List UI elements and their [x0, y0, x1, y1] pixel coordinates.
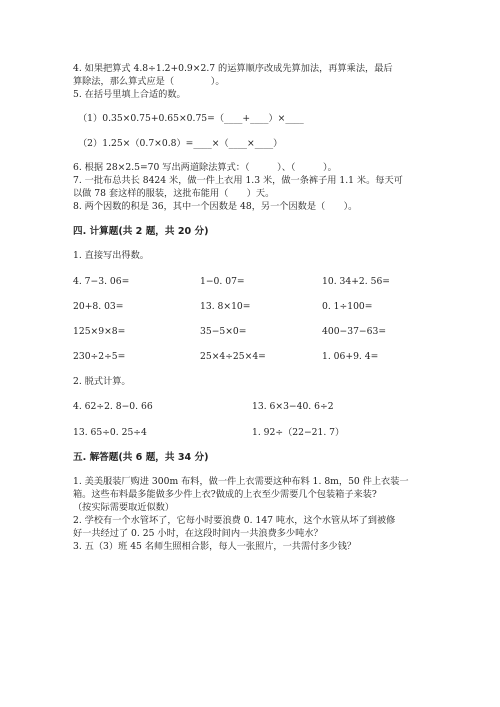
question-5-part-1: （1）0.35×0.75+0.65×0.75=（____+____）×____ [78, 113, 304, 124]
direct-calc-item: 25×4÷25×4= [200, 351, 266, 362]
direct-calc-item: 1. 06+9. 4= [322, 351, 379, 362]
question-8: 8. 两个因数的积是 36，其中一个因数是 48，另一个因数是（ ）。 [73, 201, 358, 212]
problem-2-line-2: 好一共经过了 0. 25 小时，在这段时间内一共浪费多少吨水？ [73, 528, 323, 539]
question-5: 5. 在括号里填上合适的数。 [73, 89, 186, 100]
direct-calc-item: 4. 7−3. 06= [73, 276, 130, 287]
section-5-heading: 五. 解答题(共 6 题，共 34 分) [73, 452, 209, 463]
section-4-sub-2: 2. 脱式计算。 [73, 376, 131, 387]
stepwise-calc-item: 13. 65÷0. 25÷4 [73, 427, 147, 438]
question-6: 6. 根据 28×2.5=70 写出两道除法算式：（ ）、（ ）。 [73, 162, 337, 173]
direct-calc-item: 13. 8×10= [200, 301, 251, 312]
section-4-sub-1: 1. 直接写出得数。 [73, 250, 149, 261]
direct-calc-item: 400−37−63= [322, 326, 387, 337]
stepwise-calc-item: 1. 92÷（22−21. 7） [252, 427, 345, 438]
question-4-line-2: 算除法，那么算式应是（ ）。 [73, 76, 225, 87]
question-7-line-2: 以做 78 套这样的服装，这批布能用（ ）天。 [73, 188, 275, 199]
direct-calc-item: 0. 1÷100= [322, 301, 373, 312]
question-4-line-1: 4. 如果把算式 4.8÷1.2+0.9×2.7 的运算顺序改成先算加法，再算乘法，最后 [73, 63, 393, 74]
problem-1-line-2: 箱。这些布料最多能做多少件上衣?做成的上衣至少需要几个包装箱子来装? [73, 489, 377, 500]
problem-3: 3. 五（3）班 45 名师生照相合影，每人一张照片，一共需付多少钱？ [73, 541, 357, 552]
section-4-heading: 四. 计算题(共 2 题，共 20 分) [73, 226, 209, 237]
direct-calc-item: 230÷2÷5= [73, 351, 126, 362]
problem-1-line-1: 1. 美美服装厂购进 300m 布料，做一件上衣需要这种布料 1. 8m，50 件上衣装一 [73, 476, 409, 487]
problem-1-line-3: （按实际需要取近似数） [73, 502, 175, 513]
direct-calc-item: 1−0. 07= [200, 276, 245, 287]
question-5-part-2: （2）1.25×（0.7×0.8）=____×（____×____） [78, 138, 283, 149]
direct-calc-item: 125×9×8= [73, 326, 126, 337]
question-7-line-1: 7. 一批布总共长 8424 米，做一件上衣用 1.3 米，做一条裤子用 1.1 米。每天可 [73, 175, 403, 186]
direct-calc-item: 35−5×0= [200, 326, 247, 337]
problem-2-line-1: 2. 学校有一个水管坏了，它每小时要浪费 0. 147 吨水，这个水管从坏了到被修 [73, 515, 396, 526]
stepwise-calc-item: 13. 6×3−40. 6÷2 [252, 401, 334, 412]
direct-calc-item: 20+8. 03= [73, 301, 124, 312]
stepwise-calc-item: 4. 62÷2. 8−0. 66 [73, 401, 153, 412]
direct-calc-item: 10. 34+2. 56= [322, 276, 390, 287]
